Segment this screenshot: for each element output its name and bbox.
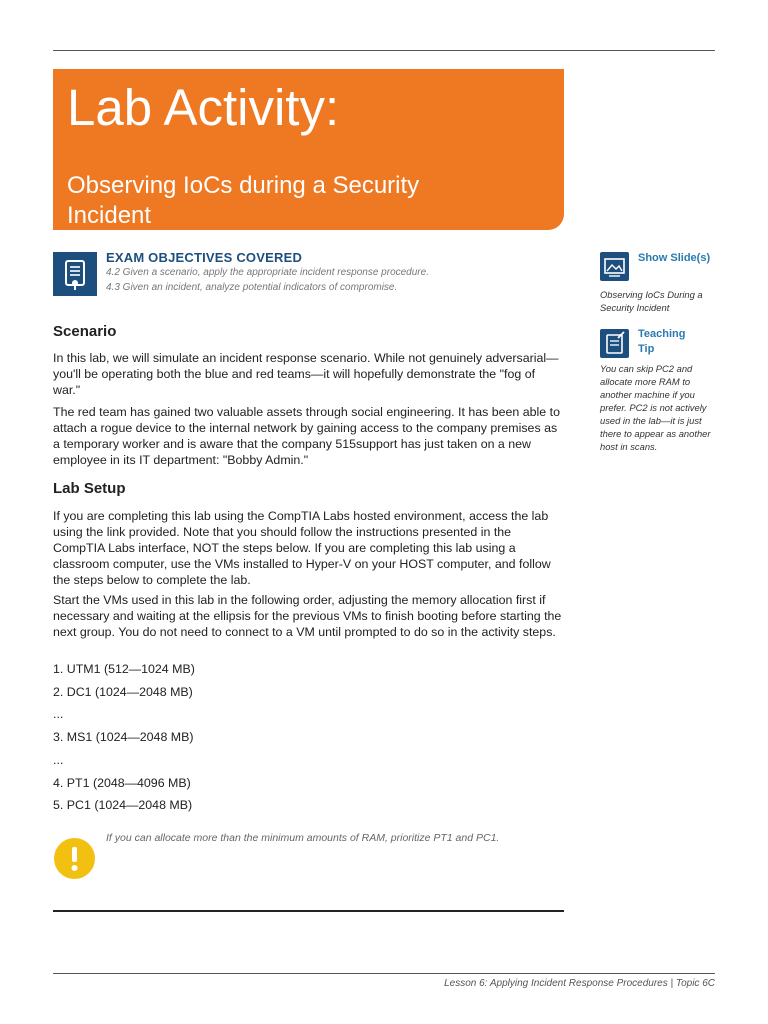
vm-list-item: 2. DC1 (1024—2048 MB) [53,685,193,699]
teaching-tip-icon [600,329,629,358]
show-slides-note-line: Security Incident [600,302,670,313]
title-banner [53,69,564,230]
show-slides-icon [600,252,629,281]
page-subtitle [67,171,527,231]
lab-setup-heading: Lab Setup [53,480,126,497]
vm-list-item: 3. MS1 (1024—2048 MB) [53,730,194,744]
show-slides-note-line: Observing IoCs During a [600,289,703,300]
vm-list-item: 4. PT1 (2048—4096 MB) [53,776,191,790]
exam-objective-item: 4.3 Given an incident, analyze potential indicators of compromise. [106,282,398,293]
exam-objective-item: 4.2 Given a scenario, apply the appropriate incident response procedure. [106,267,429,278]
note-text: If you can allocate more than the minimum amounts of RAM, prioritize PT1 and PC1. [106,832,500,844]
lab-setup-paragraph: Start the VMs used in this lab in the following order, adjusting the memory allocation first if necessary and waiting at the ellipsis for the previous VMs to finish booting before starting the next group. You do not need to connect to a VM until prompted to do so in the activity steps. [53,593,562,639]
teaching-tip-label [638,327,685,357]
vm-list-item: 5. PC1 (1024—2048 MB) [53,798,193,812]
scenario-paragraph: The red team has gained two valuable assets through social engineering. It has been able to attach a rogue device to the internal network by gaining access to the company premises as a temporary worker and is aware that the company 515support has just taken on a new employee in its IT department: "Bobby Admin." [53,405,560,467]
exclamation-icon [54,838,95,879]
footer-rule [53,973,715,974]
page-title: Lab Activity: [67,79,340,136]
page-footer: Lesson 6: Applying Incident Response Procedures | Topic 6C [444,978,715,989]
show-slides-label: Show Slide(s) [638,252,711,264]
subtitle-line-2: Incident [67,202,152,229]
teaching-tip-note: You can skip PC2 and allocate more RAM to another machine if you prefer. PC2 is not actively used in the lab—it is just there to appear as another host in scans. [600,363,711,452]
content-end-rule [53,910,564,912]
subtitle-line-1: Observing IoCs during a Security [67,172,420,199]
teaching-tip-label-line: Teaching [638,328,686,340]
vm-list-item: 1. UTM1 (512—1024 MB) [53,662,195,676]
exam-objectives-icon [53,252,97,296]
lab-setup-paragraph: If you are completing this lab using the CompTIA Labs hosted environment, access the lab using the link provided. Note that you should follow the instructions presented in the CompTIA Labs interface, NOT the steps below. If you are completing this lab using a classroom computer, use the VMs installed to Hyper-V on your HOST computer, and follow the steps below to complete the lab. [53,509,551,587]
teaching-tip-label-line: Tip [638,343,655,355]
top-rule [53,50,715,51]
vm-list-ellipsis: ... [53,707,64,721]
scenario-heading: Scenario [53,323,117,340]
vm-list-ellipsis: ... [53,753,64,767]
scenario-paragraph: In this lab, we will simulate an incident response scenario. While not genuinely adversarial—you'll be operating both the blue and red teams—it will hopefully demonstrate the "fog of war." [53,351,559,397]
show-slides-note [600,288,718,314]
exam-objectives-heading: EXAM OBJECTIVES COVERED [106,250,303,265]
